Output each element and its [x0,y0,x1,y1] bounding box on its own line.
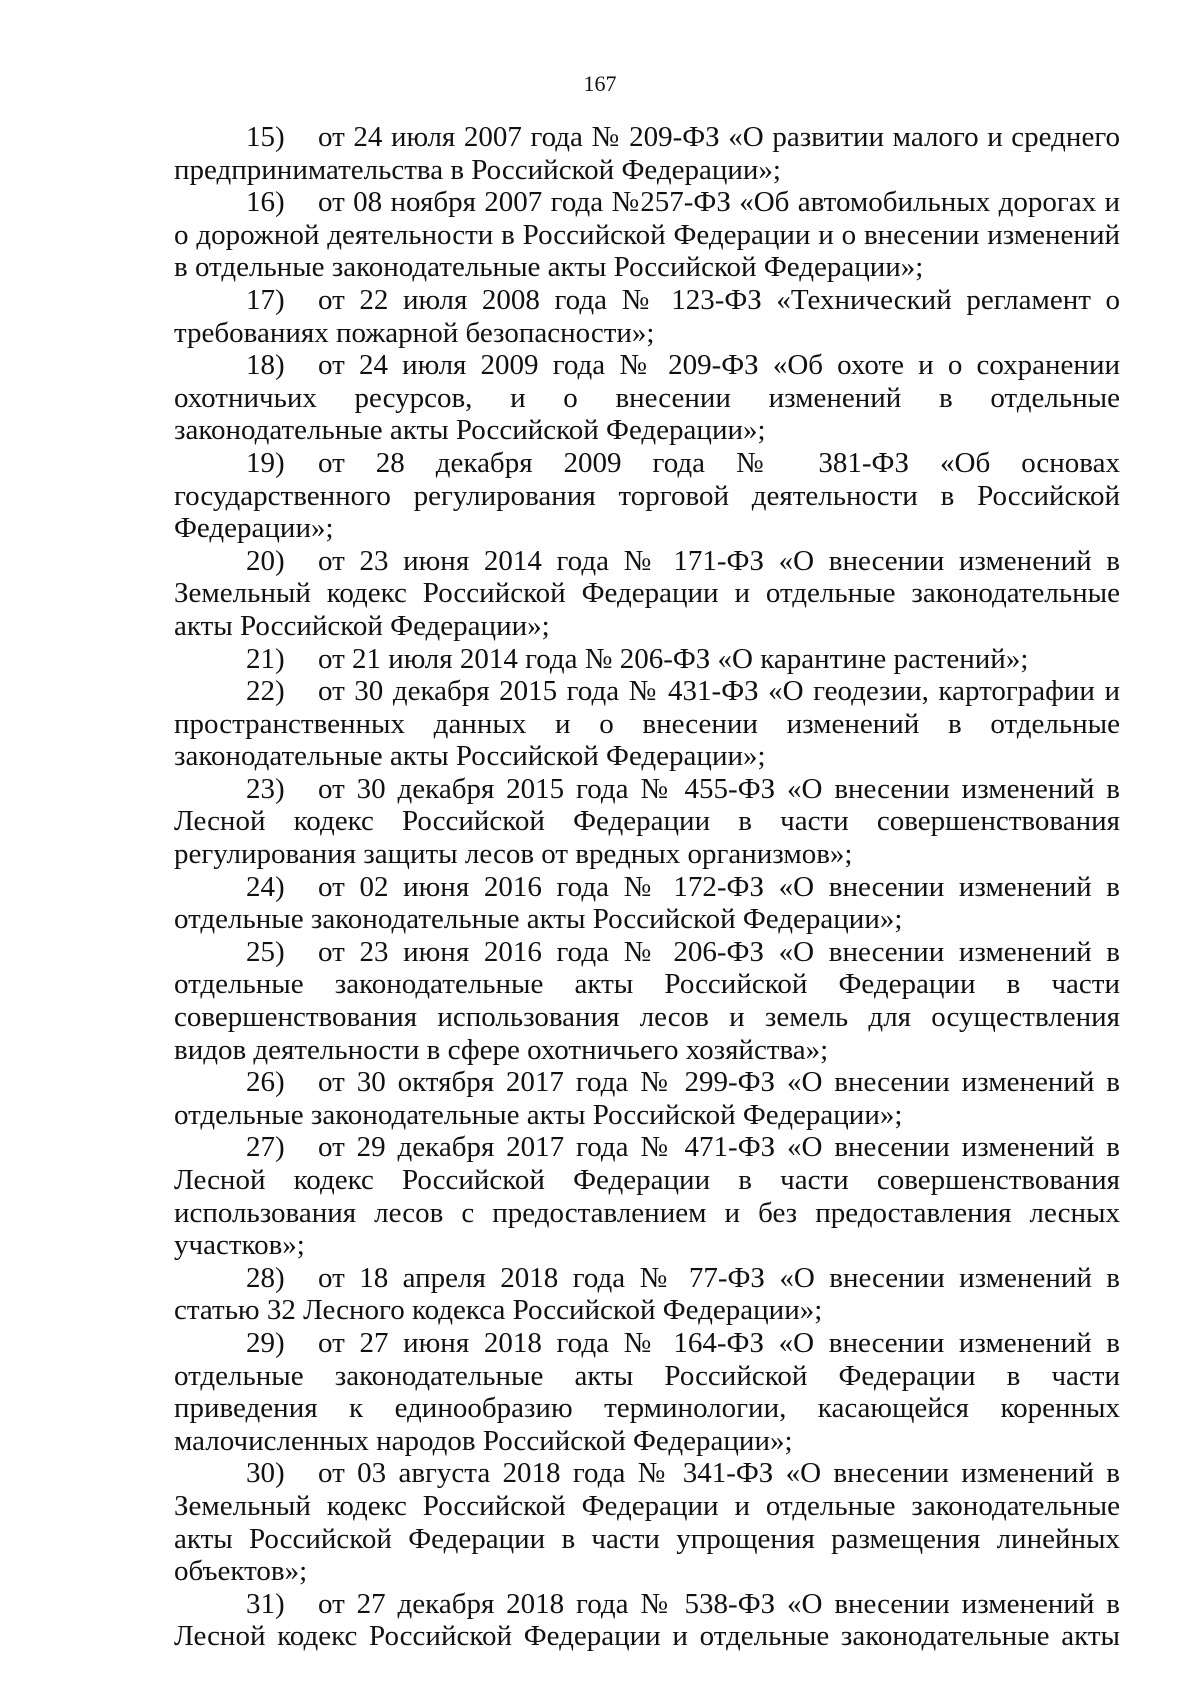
item-number: 31) [246,1587,285,1620]
item-number: 27) [246,1131,285,1164]
list-item [174,1066,1120,1131]
item-number: 18) [246,349,285,382]
item-number: 23) [246,772,285,805]
item-text: от 30 декабря 2015 года № 431-ФЗ «О геодезии, картографии и пространственных данных и о внесении изменений в отдельные законодательные акты Российской Федерации»; [174,675,1120,773]
list-item [174,643,1120,676]
item-text: от 08 ноября 2007 года №257-ФЗ «Об автомобильных дорогах и о дорожной деятельности в Российской Федерации и о внесении изменений в отдельные законодательные акты Российской Федерации»; [174,186,1120,284]
law-list [174,121,1120,1653]
item-number: 19) [246,446,285,479]
item-number: 20) [246,544,285,577]
list-item [174,1457,1120,1587]
item-number: 28) [246,1261,285,1294]
item-text: от 02 июня 2016 года № 172-ФЗ «О внесении изменений в отдельные законодательные акты Российской Федерации»; [174,870,1120,936]
item-number: 24) [246,870,285,903]
item-number: 26) [246,1066,285,1099]
item-number: 29) [246,1326,285,1359]
item-text: от 24 июля 2009 года № 209-ФЗ «Об охоте и о сохранении охотничьих ресурсов, и о внесении изменений в отдельные законодательные акты Российской Федерации»; [174,349,1120,447]
item-number: 17) [246,283,285,316]
item-number: 21) [246,642,285,675]
page-number: 167 [583,71,617,96]
list-item [174,773,1120,871]
list-item [174,349,1120,447]
item-text: от 23 июня 2014 года № 171-ФЗ «О внесении изменений в Земельный кодекс Российской Федерации и отдельные законодательные акты Российской Федерации»; [174,544,1120,642]
item-text: от 21 июля 2014 года № 206-ФЗ «О карантине растений»; [318,642,1029,675]
item-number: 25) [246,935,285,968]
list-item [174,447,1120,545]
item-text: от 22 июля 2008 года № 123-ФЗ «Технический регламент о требованиях пожарной безопасности»; [174,283,1120,349]
list-item [174,1588,1120,1653]
item-text: от 18 апреля 2018 года № 77-ФЗ «О внесении изменений в статью 32 Лесного кодекса Российской Федерации»; [174,1261,1120,1327]
list-item [174,545,1120,643]
item-text: от 24 июля 2007 года № 209-ФЗ «О развитии малого и среднего предпринимательства в Российской Федерации»; [174,121,1120,186]
list-item [174,284,1120,349]
item-number: 16) [246,186,285,219]
list-item [174,121,1120,186]
item-number: 22) [246,675,285,708]
list-item [174,186,1120,284]
list-item [174,675,1120,773]
item-text: от 03 августа 2018 года № 341-ФЗ «О внесении изменений в Земельный кодекс Российской Федерации и отдельные законодательные акты Российской Федерации в части упрощения размещения линейных объектов»; [174,1457,1120,1588]
item-text: от 28 декабря 2009 года № 381-ФЗ «Об основах государственного регулирования торговой деятельности в Российской Федерации»; [174,446,1120,545]
item-text: от 27 декабря 2018 года № 538-ФЗ «О внесении изменений в Лесной кодекс Российской Федерации и отдельные законодательные акты [174,1587,1120,1653]
item-text: от 29 декабря 2017 года № 471-ФЗ «О внесении изменений в Лесной кодекс Российской Федерации в части совершенствования использования лесов с предоставлением и без предоставления лесных участков»; [174,1131,1120,1262]
item-text: от 30 декабря 2015 года № 455-ФЗ «О внесении изменений в Лесной кодекс Российской Федерации в части совершенствования регулирования защиты лесов от вредных организмов»; [174,772,1120,871]
list-item [174,871,1120,936]
item-number: 15) [246,121,285,153]
list-item [174,1327,1120,1457]
list-item [174,1262,1120,1327]
item-text: от 27 июня 2018 года № 164-ФЗ «О внесении изменений в отдельные законодательные акты Российской Федерации в части приведения к единообразию терминологии, касающейся коренных малочисленных народов Российской Федерации»; [174,1326,1120,1457]
item-text: от 30 октября 2017 года № 299-ФЗ «О внесении изменений в отдельные законодательные акты Российской Федерации»; [174,1066,1120,1131]
list-item [174,936,1120,1066]
item-text: от 23 июня 2016 года № 206-ФЗ «О внесении изменений в отдельные законодательные акты Российской Федерации в части совершенствования использования лесов и земель для осуществления видов деятельности в сфере охотничьего хозяйства»; [174,935,1120,1066]
list-item [174,1131,1120,1261]
item-number: 30) [246,1457,285,1490]
